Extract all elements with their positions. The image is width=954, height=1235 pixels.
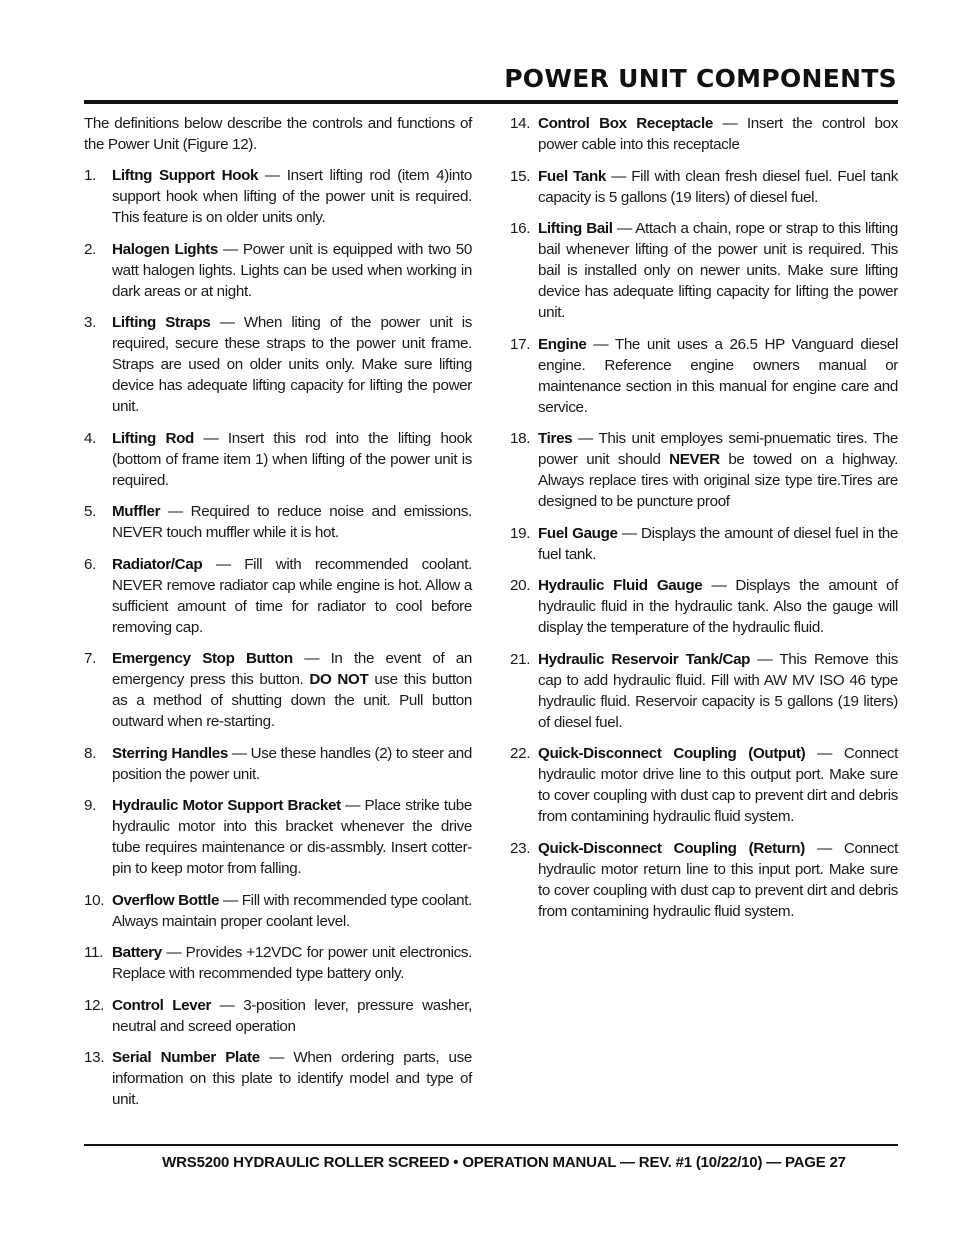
item-number: 16. (510, 220, 531, 237)
item-description: be towed on a highway. Always replace tires with original size type tire.Tires are designed to be puncture proof (538, 451, 898, 510)
item-number: 18. (510, 430, 531, 447)
list-item (84, 165, 472, 228)
item-description: — Provides +12VDC for power unit electronics. Replace with recommended type battery only. (112, 944, 472, 982)
item-emphasis: DO NOT (309, 671, 369, 688)
item-term: Tires (538, 430, 573, 447)
list-item (84, 428, 472, 491)
list-item (84, 1047, 472, 1110)
item-term: Radiator/Cap (112, 555, 203, 573)
item-number: 9. (84, 797, 96, 814)
list-item (84, 501, 472, 543)
item-emphasis: NEVER (669, 451, 720, 468)
list-item (510, 428, 898, 512)
item-description: — This Remove this cap to add hydraulic fluid. Fill with AW MV ISO 46 type hydraulic fluid. Reservoir capacity is 5 gallons (19 liters) of diesel fuel. (538, 650, 898, 731)
item-number: 11. (84, 944, 103, 961)
item-term: Sterring Handles (112, 744, 228, 762)
list-item (84, 942, 472, 984)
item-number: 13. (84, 1049, 105, 1066)
list-item (84, 554, 472, 638)
item-number: 22. (510, 745, 531, 762)
item-term: Engine (538, 335, 587, 353)
item-term: Quick-Disconnect Coupling (Return) (538, 839, 805, 857)
item-description: — Displays the amount of diesel fuel in the fuel tank. (538, 524, 899, 563)
list-item (510, 523, 898, 565)
item-number: 15. (510, 167, 531, 185)
list-item (510, 218, 898, 323)
item-number: 12. (84, 996, 105, 1014)
item-description: — Required to reduce noise and emissions. NEVER touch muffler while it is hot. (112, 503, 472, 541)
item-term: Control Lever (112, 996, 211, 1014)
item-number: 5. (84, 503, 96, 520)
item-term: Hydraulic Fluid Gauge (538, 577, 703, 594)
item-term: Control Box Receptacle (538, 115, 713, 132)
item-number: 14. (510, 115, 531, 132)
page-title: POWER UNIT COMPONENTS (504, 64, 897, 93)
list-item (510, 166, 898, 208)
item-number: 17. (510, 335, 531, 353)
item-number: 6. (84, 555, 96, 573)
list-item (84, 743, 472, 785)
left-column (84, 113, 472, 1121)
item-description: — Fill with recommended coolant. NEVER remove radiator cap while engine is hot. Allow a sufficient amount of time for radiator to cool before removing cap. (112, 555, 472, 636)
item-description: — When liting of the power unit is required, secure these straps to the power unit frame. Straps are used on older units only. Make sure lifting device has adequate lifting capacity for lifting the power unit. (112, 314, 472, 415)
item-term: Quick-Disconnect Coupling (Output) (538, 745, 806, 762)
item-description: — Connect hydraulic motor return line to this input port. Make sure to cover coupling with dust cap to prevent dirt and debris from contamining hydraulic fluid system. (538, 839, 898, 920)
item-term: Hydraulic Reservoir Tank/Cap (538, 650, 751, 668)
right-column (510, 113, 898, 932)
item-term: Battery (112, 944, 162, 961)
item-term: Lifting Rod (112, 429, 194, 447)
list-item (84, 795, 472, 879)
item-term: Hydraulic Motor Support Bracket (112, 797, 341, 814)
item-term: Emergency Stop Button (112, 650, 293, 667)
item-number: 8. (84, 744, 96, 762)
item-description: — Attach a chain, rope or strap to this lifting bail whenever lifting of the power unit is required. This bail is installed only on newer units. Make sure lifting device has adequate lifting capacity for lifting the power unit. (538, 220, 898, 321)
item-number: 20. (510, 577, 531, 594)
item-term: Liftng Support Hook (112, 167, 259, 184)
item-description: — Insert the control box power cable into this receptacle (538, 115, 898, 153)
item-number: 3. (84, 314, 96, 331)
intro-paragraph: The definitions below describe the controls and functions of the Power Unit (Figure 12). (84, 115, 472, 153)
item-number: 1. (84, 167, 96, 184)
item-description: — In the event of an emergency press this button. (112, 650, 472, 688)
item-term: Overflow Bottle (112, 891, 220, 909)
list-item (84, 995, 472, 1037)
list-item (84, 648, 472, 732)
item-number: 21. (510, 650, 531, 668)
list-item (84, 312, 472, 417)
item-description: — Power unit is equipped with two 50 watt halogen lights. Lights can be used when working in dark areas or at night. (112, 240, 472, 300)
item-number: 19. (510, 524, 531, 542)
item-term: Lifting Straps (112, 314, 211, 331)
page-footer: WRS5200 HYDRAULIC ROLLER SCREED • OPERATION MANUAL — REV. #1 (10/22/10) — PAGE 27 (162, 1154, 846, 1171)
item-term: Serial Number Plate (112, 1049, 260, 1066)
item-description: — Fill with recommended type coolant. Always maintain proper coolant level. (112, 891, 473, 930)
footer-divider (84, 1144, 898, 1146)
item-term: Muffler (112, 503, 161, 520)
list-item (510, 743, 898, 827)
list-item (510, 334, 898, 418)
list-item (510, 649, 898, 733)
item-term: Lifting Bail (538, 220, 613, 237)
item-number: 2. (84, 240, 96, 258)
item-number: 4. (84, 429, 96, 447)
item-description: — Insert this rod into the lifting hook (bottom of frame item 1) when lifting of the power unit is required. (112, 429, 472, 489)
list-item (510, 113, 898, 155)
item-number: 7. (84, 650, 96, 667)
item-description: — Use these handles (2) to steer and position the power unit. (112, 744, 472, 783)
item-description: — Insert lifting rod (item 4)into support hook when lifting of the power unit is required. This feature is on older units only. (112, 167, 472, 226)
item-description: — 3-position lever, pressure washer, neutral and screed operation (112, 996, 472, 1035)
item-term: Fuel Tank (538, 167, 606, 185)
item-description: — Place strike tube hydraulic motor into this bracket whenever the drive tube requires maintenance or dis-assmbly. Insert cotter-pin to keep motor from falling. (112, 797, 472, 877)
list-item (84, 890, 472, 932)
item-term: Fuel Gauge (538, 524, 618, 542)
item-term: Halogen Lights (112, 240, 218, 258)
list-item (510, 838, 898, 922)
item-description: — Fill with clean fresh diesel fuel. Fuel tank capacity is 5 gallons (19 liters) of diesel fuel. (538, 167, 898, 206)
item-description: — The unit uses a 26.5 HP Vanguard diesel engine. Reference engine owners manual or maintenance section in this manual for engine care and service. (538, 335, 898, 416)
header-divider (84, 100, 898, 104)
item-number: 23. (510, 839, 531, 857)
item-description: use this button as a method of shutting down the unit. Pull button outward when re-starting. (112, 671, 473, 730)
list-item (84, 239, 472, 302)
item-description: — Connect hydraulic motor drive line to this output port. Make sure to cover coupling with dust cap to prevent dirt and debris from contamining hydraulic fluid system. (538, 745, 898, 825)
item-description: — Displays the amount of hydraulic fluid in the hydraulic tank. Also the gauge will display the temperature of the hydraulic fluid. (538, 577, 898, 636)
list-item (510, 575, 898, 638)
item-number: 10. (84, 891, 105, 909)
item-description: — This unit employes semi-pnuematic tires. The power unit should (538, 430, 898, 468)
item-description: — When ordering parts, use information on this plate to identify model and type of unit. (112, 1049, 472, 1108)
